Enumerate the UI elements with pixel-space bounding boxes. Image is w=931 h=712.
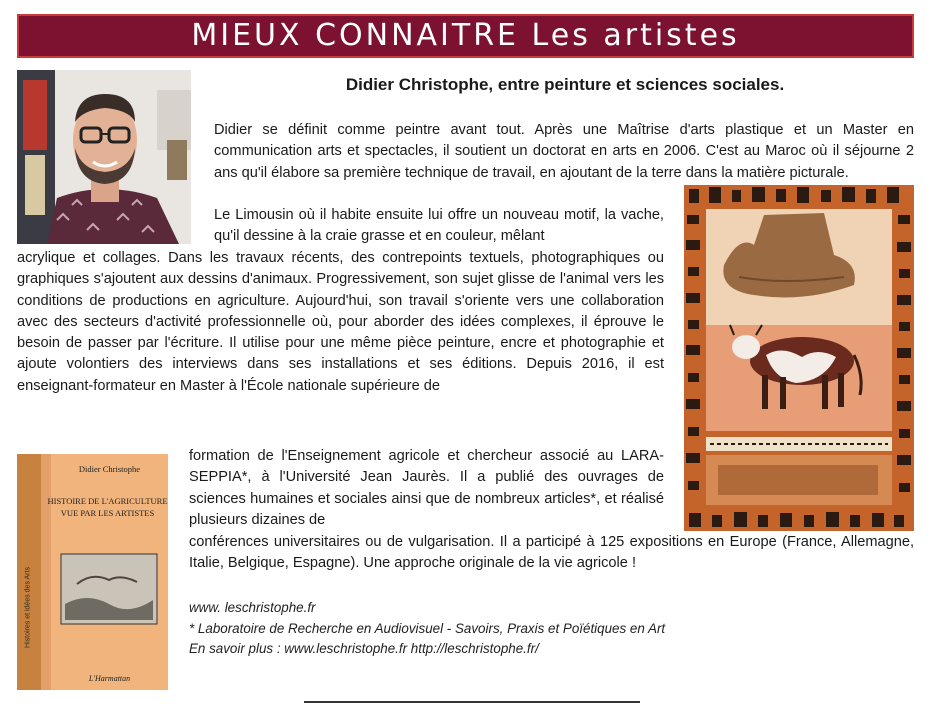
book-author: Didier Christophe: [78, 464, 141, 474]
website-note: www. leschristophe.fr: [189, 600, 316, 615]
article-paragraph-1: Didier se définit comme peintre avant tout. Après une Maîtrise d'arts plastique et un Master en communication arts et spectacles, il soutient un doctorat en arts en 2006. C'est au Maroc où il séjourne 2 ans qu'il élabore sa première technique de travail, en ajoutant de la terre dans la matière picturale.: [214, 122, 914, 181]
more-info-note: En savoir plus : www.leschristophe.fr http://leschristophe.fr/: [189, 641, 539, 656]
lab-footnote: * Laboratoire de Recherche en Audiovisuel - Savoirs, Praxis et Poïétiques en Art: [189, 620, 666, 636]
banner-title: MIEUX CONNAITRE Les artistes: [191, 18, 740, 53]
book-title-line-2: VUE PAR LES ARTISTES: [60, 508, 155, 518]
book-series: Histoires et idées des Arts: [24, 567, 32, 648]
artist-portrait: [17, 70, 191, 244]
book-publisher: L'Harmattan: [88, 674, 131, 683]
article-paragraph-5: conférences universitaires ou de vulgarisation. Il a participé à 125 expositions en Europe (France, Allemagne, Italie, Belgique, Espagne). Une approche originale de la vie agricole !: [189, 534, 914, 572]
article-paragraph-4: formation de l'Enseignement agricole et chercheur associé au LARA-SEPPIA*, à l'Université Jean Jaurès. Il a publié des ouvrages de sciences humaines et sociales ainsi que de nombreux articles*, et réalisé plusieurs dizaines de: [189, 448, 664, 528]
book-cover: [17, 454, 168, 690]
article-heading: Didier Christophe, entre peinture et sciences sociales.: [345, 75, 785, 94]
divider: [304, 701, 640, 703]
section-banner: [17, 14, 914, 58]
article-paragraph-2: Le Limousin où il habite ensuite lui offre un nouveau motif, la vache, qu'il dessine à la craie grasse et en couleur, mêlant: [214, 207, 664, 245]
footnotes: [189, 598, 909, 660]
article-paragraph-3: acrylique et collages. Dans les travaux récents, des contrepoints textuels, photographiques ou graphiques s'ajoutent aux dessins d'animaux. Progressivement, son sujet glisse de l'animal vers les conditions de productions en agriculture. Aujourd'hui, son travail s'oriente vers une collaboration avec des secteurs d'activité professionnelle où, pour aborder des idées complexes, il éprouve le besoin de passer par l'écriture. Il utilise pour une même pièce peinture, encre et photographie et ajoute volontiers des interviews dans ses installations et ses éditions. Depuis 2016, il est enseignant-formateur en Master à l'École nationale supérieure de: [17, 250, 664, 394]
cow-painting: [684, 185, 914, 531]
book-title-line-1: HISTOIRE DE L'AGRICULTURE: [47, 496, 168, 506]
